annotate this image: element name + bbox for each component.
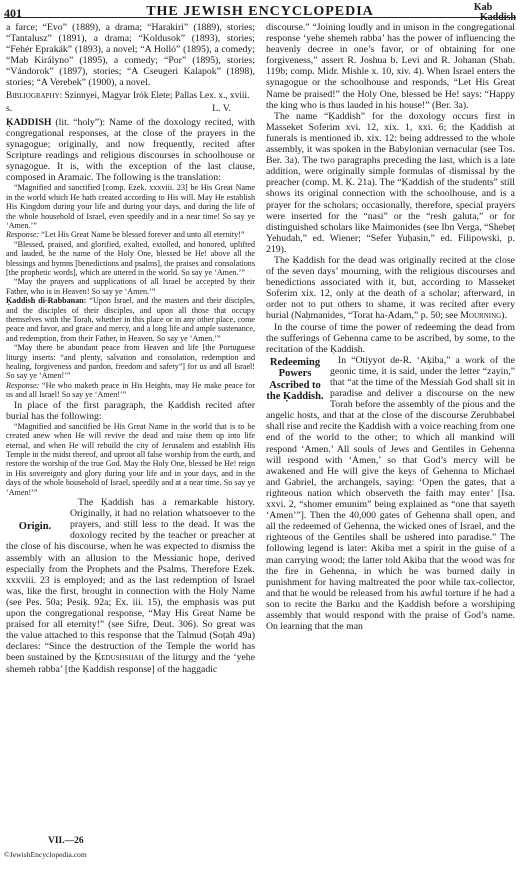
running-title: THE JEWISH ENCYCLOPEDIA — [146, 4, 374, 19]
right-paragraph-4: In the course of time the power of redeeming the dead from the sufferings of Gehenna came to be ascribed, by some, to the recitation of the Ḳaddish. — [266, 321, 515, 355]
response-1-text: “Let His Great Name be blessed forever and unto all eternity!” — [39, 230, 245, 240]
right-paragraph-3-end: ). — [501, 310, 507, 322]
intro-paragraph: a farce; “Evo” (1889), a drama; “Harakiri” (1889), stories; “Tantalusz” (1891), a drama; “Koldusok” (1893), stories; “Fehér Eprakák” (1893), a novel; “A Holló” (1895), a comedy; “Mab Királyno” (1895), a comedy; “Por” (1895), stories; “Vándorok” (1897), stories; “A Cseugeri Kalapok” (1898), stories; “A Verebek” (1900), a novel. — [6, 22, 255, 89]
bibliography — [6, 91, 255, 102]
catchwords — [474, 3, 516, 23]
right-column — [266, 22, 515, 632]
bibliography-label: Bibliography: — [6, 90, 63, 101]
quote-1: “Magnified and sanctified [comp. Ezek. xxxviii. 23] be His Great Name in the world which He hath created according to His will. May He establish His Kingdom during your life and during your days, and during the life of the whole household of Israel, even speedily and in a near time! So say ye ‘Amen.’” — [6, 183, 255, 230]
right-paragraph-5: In “Otiyyot de-R. ‘Aḳiba,” a work of the geonic time, it is said, under the letter “zayin,” that “at the time of the Messiah God shall sit in paradise and deliver a discourse on the new Torah before the assembly of the pious and the angelic hosts, and that at the close of the discourse Zerubbabel shall rise and recite the Ḳaddish with a voice reaching from one end of the world to the other; to which all mankind will respond ‘Amen.’ All souls of Jews and Gentiles in Gehenna will respond with ‘Amen,’ so that God’s mercy will be awakened and He will give the keys of Gehenna to Michael and Gabriel, the archangels, saying: ‘Open the gates, that a righteous nation which observeth the faith may enter’ [Isa. xxvi. 2, “shomer emunim” being explained as “one that sayeth ‘Amen’”]. Then the 40,000 gates of Gehenna shall open, and all the redeemed of Gehenna, the wicked ones of Israel, and the righteous of the Gentiles shall be ushered into paradise.” The following legend is later: Akiba met a spirit in the guise of a man carrying wood; the latter told Akiba that the wood was for the fire in Gehenna, in which he was burned daily in punishment for having maltreated the poor while tax-collector, and that he would be released from his awful torture if he had a son to recite the Barku and the Ḳaddish before a worshiping assembly that would respond with the praise of God’s name. On learning that the man — [266, 354, 515, 633]
catchword-kab: Kab — [473, 2, 493, 13]
response-2-label: Response: — [6, 380, 40, 390]
catchword-kaddish: Kaddish — [479, 12, 516, 23]
site-credit[interactable]: ©JewishEncyclopedia.com — [4, 850, 87, 859]
response-2 — [6, 381, 255, 400]
quote-5: “Magnified and sanctified be His Great Name in the world that is to be created anew when He will revive the dead and raise them up into life eternal, and when He will rebuild the city of Jerusalem and establish His Temple in the midst thereof, and uproot all false worship from the earth, and restore the worship of the true God. May the Holy One, blessed be He! reign in His sovereignty and glory during your life and in your days, and in the days of the whole household of Israel, speedily and at a near time. So say ye ‘Amen!’” — [6, 421, 255, 497]
volume-mark: VII.—26 — [48, 836, 84, 846]
kaddish-definition-text: (lit. “holy”): Name of the doxology recited, with congregational responses, at the close of the prayers in the synagogue; originally, and now frequently, recited after Scripture readings and religious discourses in schoolhouse or synagogue. It is, with the exception of the last clause, composed in Aramaic. The following is the translation: — [6, 116, 255, 184]
kedushshah-link[interactable]: Ḳedushshah — [94, 652, 144, 664]
history-text: The Ḳaddish has a remarkable history. Originally, it had no relation whatsoever to the prayers, and still less to the dead. It was the doxology recited by the teacher or preacher at the close of his discourse, when he was expected to dismiss the assembly with an allusion to the Messianic hope, derived especially from the Prophets and the Psalms. Therefore Ezek. xxxviii. 23 is employed; and as the last redemption of Israel was, like the first, brought in connection with the Holy Name (see Pes. 50a; Pesiḳ. 92a; Ex. iii. 15), the emphasis was put upon the congregational response, “May His Great Name be praised for all eternity!” (see Sifre, Deut. 306). So great was the value attached to this response that the Talmud (Soṭah 49a) declares: “Since the destruction of the Temple the world has been sustained by the — [6, 497, 255, 664]
left-column — [6, 22, 255, 675]
signature-right: L. V. — [212, 102, 231, 114]
quote-4: “May there be abundant peace from Heaven and life [the Portuguese liturgy inserts: “and plenty, salvation and consolation, redemption and healing, forgiveness and pardon, freedom and safety”] for us and all Israel! So say ye ‘Amen!’” — [6, 343, 255, 381]
mourning-link[interactable]: Mourning — [460, 310, 502, 322]
quote-2: “Blessed, praised, and glorified, exalted, extolled, and honored, uplifted and lauded, be the name of the Holy One, blessed be He! above all the blessings and hymns [benedictions and psalms], the praises and consolations [the prophetic words], which are uttered in the world. So say ye ‘Amen.’” — [6, 239, 255, 277]
history-text-end: of the liturgy and the ‘yehe shemeh rabba’ [the Ḳaddish response] of the haggadic — [6, 652, 255, 675]
signature-left: s. — [6, 102, 13, 114]
kaddish-rabbanan — [6, 296, 255, 343]
kaddish-definition — [6, 117, 255, 184]
burial-paragraph: In place of the first paragraph, the Ḳaddish recited after burial has the following: — [6, 399, 255, 422]
response-2-text: “He who maketh peace in His Heights, may He make peace for us and all Israel! So say ye ‘Amen!’” — [6, 380, 255, 400]
kaddish-rabbanan-head: Ḳaddish di-Rabbanan: — [6, 296, 87, 306]
bibliography-text: Szinnyei, Magyar Irók Elete; Pallas Lex. x., xviii. — [62, 90, 250, 101]
kaddish-rabbanan-text: “Upon Israel, and the masters and their disciples, and the disciples of their disciples, and upon all those that occupy themselves with the Torah, whether in this place or in any other place, come peace and favor, and grace and mercy, and a long life and ample sustenance, and redemption, from their Father, in Heaven. So say ye ‘Amen.’” — [6, 296, 255, 343]
signature-line — [6, 103, 255, 114]
page-number: 401 — [4, 6, 22, 20]
right-paragraph-2: The name “Ḳaddish” for the doxology occurs first in Masseket Soferim xvi. 12, xix. 1, xxi. 6; the Ḳaddish at funerals is mentioned ib. xix. 12: being addressed to the whole assembly, it was spoken in the Babylonian vernacular (see Tos. Ber. 3a). The two paragraphs preceding the last, which is a late addition, were originally simple formulas of dismissal by the preacher (comp. M. Ḳ. 21a). The “Ḳaddish of the students” still shows its original connection with the schoolhouse, and is a prayer for the scholars; occasionally, therefore, special prayers were inserted for the “nasi” or the “resh galuta,” or for distinguished scholars like Maimonides (see Ibn Verga, “Shebeṭ Yehudah,” ed. Wiener; “Sefer Yuḥasin,” ed. Filipowski, p. 219). — [266, 110, 515, 255]
response-1-label: Response: — [6, 230, 40, 240]
header-rule — [4, 17, 516, 18]
side-heading-origin: Origin. — [18, 521, 52, 533]
response-1 — [6, 230, 255, 239]
right-paragraph-3 — [266, 255, 515, 322]
right-paragraph-3-text: The Ḳaddish for the dead was originally recited at the close of the seven days’ mourning, with the religious discourses and benedictions associated with it, but, according to Masseket Soferim xix. 12, only at the death of a scholar; afterward, in order not to put others to shame, it was recited after every burial (Naḥmanides, “Torat ha-Adam,” p. 50; see — [266, 254, 515, 322]
article-headword: ḲADDISH — [6, 116, 52, 128]
quote-3: “May the prayers and supplications of all Israel be accepted by their Father, who is in Heaven! So say ye ‘Amen.’” — [6, 277, 255, 296]
right-paragraph-1: discourse.” “Joining loudly and in unison in the congregational response ‘yehe shemeh rabba’ has the power of influencing the heavenly decree in one’s favor, or of obtaining for one forgiveness,” assert R. Joshua b. Levi and R. Johanan (Shab. 119b; comp. Midr. Mishle x. 10, xiv. 4). When Israel enters the synagogue or the schoolhouse and responds, “Let His Great Name be praised!” the Holy One, blessed be He! says: “Happy the king who is thus lauded in his house!” (Ber. 3a). — [266, 22, 515, 111]
side-heading-redeeming: Redeeming Powers Ascribed to the Ḳaddish. — [266, 356, 324, 403]
